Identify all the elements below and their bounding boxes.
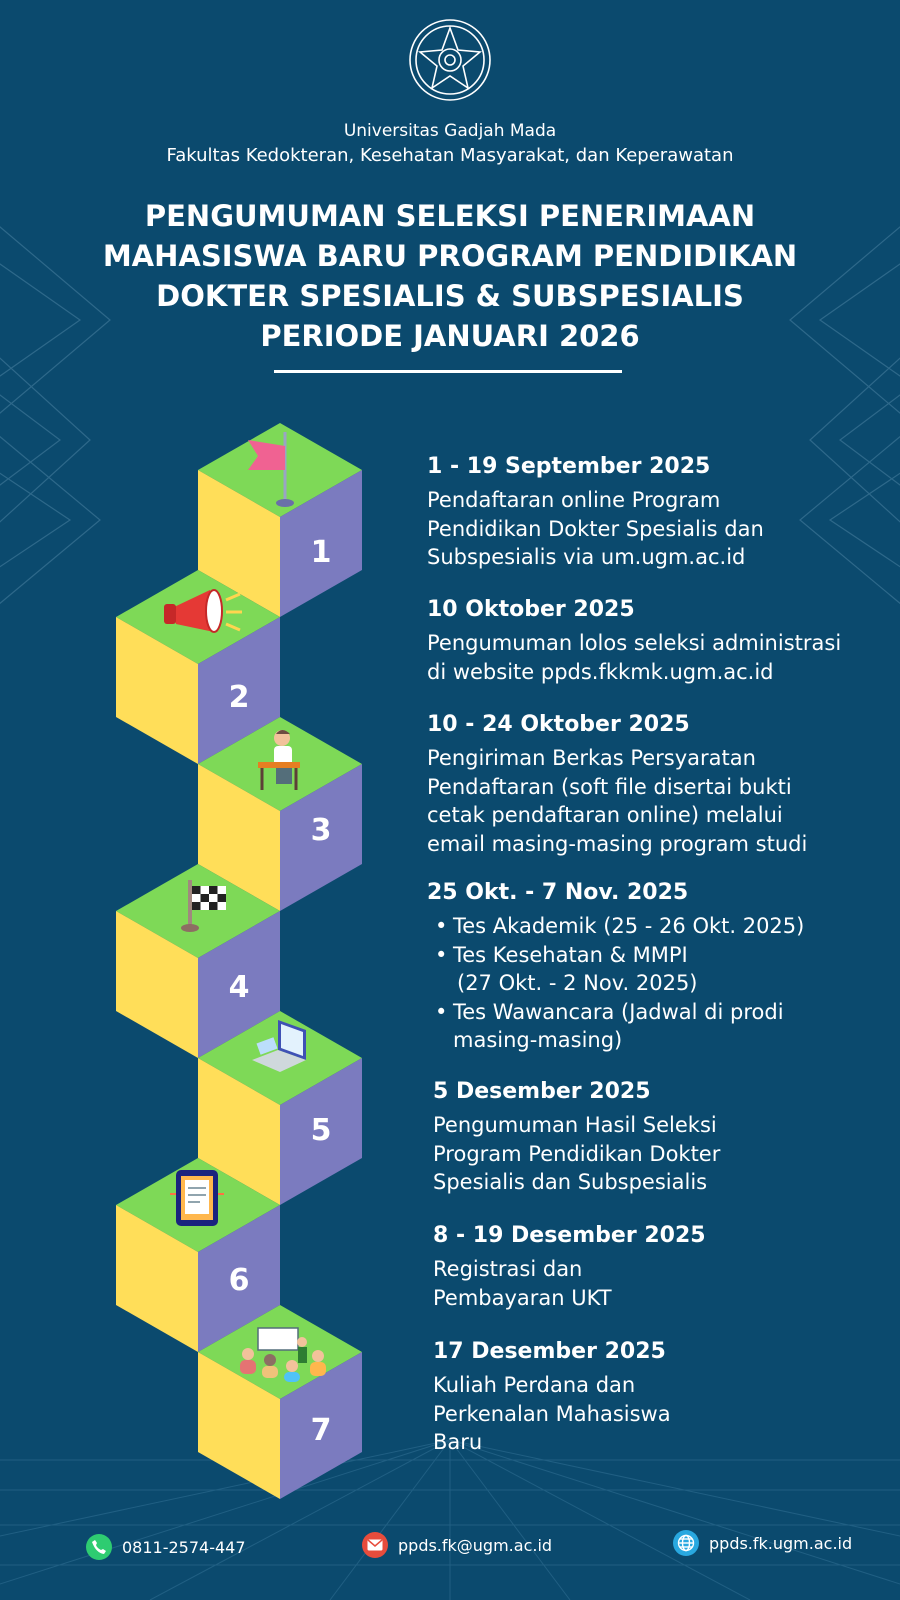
test-interview-note: masing-masing) xyxy=(453,1028,623,1052)
step-6-date: 8 - 19 Desember 2025 xyxy=(433,1223,706,1248)
cube-number-6: 6 xyxy=(228,1263,250,1298)
email-icon xyxy=(362,1532,388,1558)
list-item xyxy=(427,998,823,1055)
title-line-1: PENGUMUMAN SELEKSI PENERIMAAN xyxy=(144,199,756,233)
title-line-4: PERIODE JANUARI 2026 xyxy=(260,319,640,353)
cube-number-7: 7 xyxy=(310,1413,332,1448)
step-1-desc-line: Subspesialis via um.ugm.ac.id xyxy=(427,545,746,569)
test-academic-label: Tes Akademik (25 - 26 Okt. 2025) xyxy=(453,914,805,938)
step-3-date: 10 - 24 Oktober 2025 xyxy=(427,712,690,737)
faculty-name: Fakultas Kedokteran, Kesehatan Masyarakat, dan Keperawatan xyxy=(166,145,734,166)
list-item xyxy=(427,912,823,941)
step-6-desc-line: Pembayaran UKT xyxy=(433,1285,612,1310)
phone-icon xyxy=(86,1534,112,1560)
step-7-date: 17 Desember 2025 xyxy=(433,1339,666,1364)
step-5-date: 5 Desember 2025 xyxy=(433,1079,651,1104)
step-4-test-list xyxy=(427,912,823,1055)
step-3-text xyxy=(427,710,807,858)
footer-phone[interactable] xyxy=(86,1534,246,1560)
step-3-description xyxy=(427,744,807,858)
test-health-label: Tes Kesehatan & MMPI xyxy=(453,942,688,967)
step-5-desc-line: Pengumuman Hasil Seleksi xyxy=(433,1113,717,1137)
step-2-description xyxy=(427,629,841,686)
footer-website[interactable] xyxy=(673,1530,852,1556)
email-address: ppds.fk@ugm.ac.id xyxy=(398,1535,553,1555)
website-url: ppds.fk.ugm.ac.id xyxy=(709,1533,853,1553)
step-3-desc-line: email masing-masing program studi xyxy=(427,831,808,856)
step-3-desc-line: Pengiriman Berkas Persyaratan xyxy=(427,746,756,770)
step-5-desc-line: Program Pendidikan Dokter xyxy=(433,1141,721,1166)
tablet-document-icon xyxy=(170,1170,224,1226)
step-5-desc-line: Spesialis dan Subspesialis xyxy=(433,1170,708,1194)
globe-icon xyxy=(673,1530,699,1556)
title-line-3: DOKTER SPESIALIS & SUBSPESIALIS xyxy=(156,279,744,313)
step-6-desc-line: Registrasi dan xyxy=(433,1257,583,1281)
step-1-desc-line: Pendaftaran online Program xyxy=(427,488,721,512)
step-7-description xyxy=(433,1371,671,1457)
step-5-text xyxy=(433,1077,720,1197)
step-1-description xyxy=(427,486,764,572)
step-1-text xyxy=(427,452,764,572)
step-5-description xyxy=(433,1111,720,1197)
step-6-description xyxy=(433,1255,706,1312)
title-line-2: MAHASISWA BARU PROGRAM PENDIDIKAN xyxy=(102,239,798,273)
step-6-text xyxy=(433,1221,706,1312)
step-1-desc-line: Pendidikan Dokter Spesialis dan xyxy=(427,516,764,541)
step-3-desc-line: Pendaftaran (soft file disertai bukti xyxy=(427,774,792,799)
step-7-desc-line: Kuliah Perdana dan xyxy=(433,1373,636,1397)
cube-number-5: 5 xyxy=(310,1113,332,1148)
list-item xyxy=(427,941,823,998)
cube-number-4: 4 xyxy=(228,970,250,1005)
step-4-date: 25 Okt. - 7 Nov. 2025 xyxy=(427,880,689,905)
university-name: Universitas Gadjah Mada xyxy=(343,121,557,141)
step-4-text xyxy=(427,878,823,1055)
phone-number: 0811-2574-447 xyxy=(122,1537,246,1557)
step-2-desc-line: di website ppds.fkkmk.ugm.ac.id xyxy=(427,659,774,684)
step-2-desc-line: Pengumuman lolos seleksi administrasi xyxy=(427,631,842,655)
cube-number-2: 2 xyxy=(228,680,250,715)
footer-email[interactable] xyxy=(362,1532,552,1558)
step-7-text xyxy=(433,1337,671,1457)
step-2-text xyxy=(427,595,841,686)
test-health-dates: (27 Okt. - 2 Nov. 2025) xyxy=(457,971,698,995)
step-2-date: 10 Oktober 2025 xyxy=(427,597,635,622)
step-1-date: 1 - 19 September 2025 xyxy=(427,454,711,479)
step-3-desc-line: cetak pendaftaran online) melalui xyxy=(427,803,783,827)
step-7-desc-line: Perkenalan Mahasiswa xyxy=(433,1401,671,1426)
test-interview-label: • Tes Wawancara (Jadwal di prodi xyxy=(453,999,784,1024)
cube-number-1: 1 xyxy=(310,535,332,570)
step-7-desc-line: Baru xyxy=(433,1430,483,1454)
cube-number-3: 3 xyxy=(310,813,332,848)
